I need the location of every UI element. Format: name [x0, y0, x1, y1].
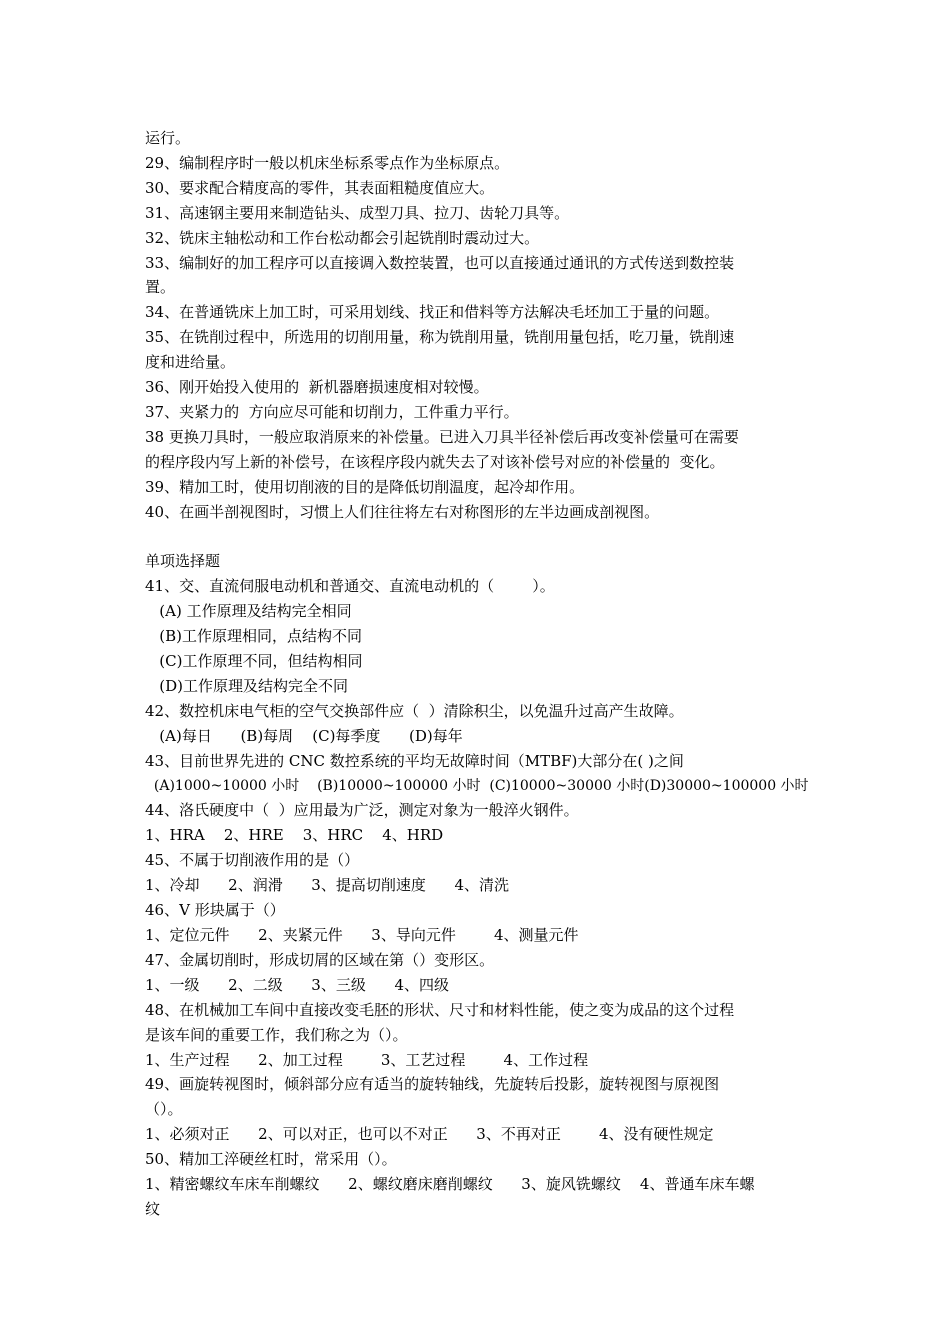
question-48-cont: 是该车间的重要工作，我们称之为（）。	[145, 1025, 408, 1044]
question-50-options-cont: 纹	[145, 1199, 161, 1218]
statement-33: 33、编制好的加工程序可以直接调入数控装置，也可以直接通过通讯的方式传送到数控装	[145, 253, 735, 272]
question-49-cont: （）。	[145, 1100, 183, 1119]
question-49: 49、画旋转视图时，倾斜部分应有适当的旋转轴线，先旋转后投影，旋转视图与原视图	[145, 1075, 720, 1094]
question-48: 48、在机械加工车间中直接改变毛胚的形状、尺寸和材料性能，使之变为成品的这个过程	[145, 1000, 735, 1019]
document-body	[145, 126, 810, 1222]
statement-31: 31、高速钢主要用来制造钻头、成型刀具、拉刀、齿轮刀具等。	[145, 203, 570, 222]
question-45-options: 1、冷却 2、润滑 3、提高切削速度 4、清洗	[145, 876, 510, 895]
statement-35: 35、在铣削过程中，所选用的切削用量，称为铣削用量，铣削用量包括，吃刀量，铣削速	[145, 328, 735, 347]
statement-39: 39、精加工时，使用切削液的目的是降低切削温度，起冷却作用。	[145, 477, 585, 496]
statement-37: 37、夹紧力的 方向应尽可能和切削力，工件重力平行。	[145, 402, 519, 421]
question-44-options: 1、HRA 2、HRE 3、HRC 4、HRD	[145, 826, 444, 845]
question-41-option-b: (B)工作原理相同，点结构不同	[145, 627, 363, 646]
question-43-options: (A)1000~10000 小时 (B)10000~100000 小时 (C)10000~30000 小时(D)30000~100000 小时	[145, 777, 809, 794]
statement-35-cont: 度和进给量。	[145, 353, 236, 372]
statement-34: 34、在普通铣床上加工时，可采用划线、找正和借料等方法解决毛坯加工于量的问题。	[145, 303, 720, 322]
statement-33-cont: 置。	[145, 278, 176, 297]
question-41: 41、交、直流伺服电动机和普通交、直流电动机的（ ）。	[145, 577, 555, 596]
question-45: 45、不属于切削液作用的是（）	[145, 851, 360, 870]
question-50-options: 1、精密螺纹车床车削螺纹 2、螺纹磨床磨削螺纹 3、旋风铣螺纹 4、普通车床车螺	[145, 1175, 755, 1194]
question-41-option-c: (C)工作原理不同，但结构相同	[145, 652, 363, 671]
text-line: 运行。	[145, 129, 191, 147]
statement-29: 29、编制程序时一般以机床坐标系零点作为坐标原点。	[145, 153, 510, 172]
section-heading: 单项选择题	[145, 552, 221, 571]
question-46-options: 1、定位元件 2、夹紧元件 3、导向元件 4、测量元件	[145, 925, 579, 944]
question-47: 47、金属切削时，形成切屑的区域在第（）变形区。	[145, 950, 495, 969]
question-41-option-d: (D)工作原理及结构完全不同	[145, 676, 349, 695]
question-43: 43、目前世界先进的 CNC 数控系统的平均无故障时间（MTBF)大部分在( )之间	[145, 751, 684, 770]
statement-32: 32、铣床主轴松动和工作台松动都会引起铣削时震动过大。	[145, 228, 540, 247]
statement-38: 38 更换刀具时，一般应取消原来的补偿量。已进入刀具半径补偿后再改变补偿量可在需要	[145, 427, 739, 446]
statement-36: 36、刚开始投入使用的 新机器磨损速度相对较慢。	[145, 378, 489, 397]
statement-30: 30、要求配合精度高的零件，其表面粗糙度值应大。	[145, 178, 495, 197]
question-47-options: 1、一级 2、二级 3、三级 4、四级	[145, 975, 450, 994]
question-49-options: 1、必须对正 2、可以对正，也可以不对正 3、不再对正 4、没有硬性规定	[145, 1125, 714, 1144]
question-42: 42、数控机床电气柜的空气交换部件应（ ）清除积尘，以免温升过高产生故障。	[145, 701, 684, 720]
question-41-option-a: (A) 工作原理及结构完全相同	[145, 602, 352, 621]
question-50: 50、精加工淬硬丝杠时，常采用（）。	[145, 1150, 397, 1169]
question-42-options: (A)每日 (B)每周 (C)每季度 (D)每年	[145, 726, 463, 745]
statement-40: 40、在画半剖视图时，习惯上人们往往将左右对称图形的左半边画成剖视图。	[145, 502, 660, 521]
statement-38-cont: 的程序段内写上新的补偿号，在该程序段内就失去了对该补偿号对应的补偿量的 变化。	[145, 452, 725, 471]
question-48-options: 1、生产过程 2、加工过程 3、工艺过程 4、工作过程	[145, 1050, 589, 1069]
blank-line	[145, 525, 810, 550]
question-46: 46、V 形块属于（）	[145, 901, 285, 920]
question-44: 44、洛氏硬度中（ ）应用最为广泛，测定对象为一般淬火钢件。	[145, 801, 579, 820]
